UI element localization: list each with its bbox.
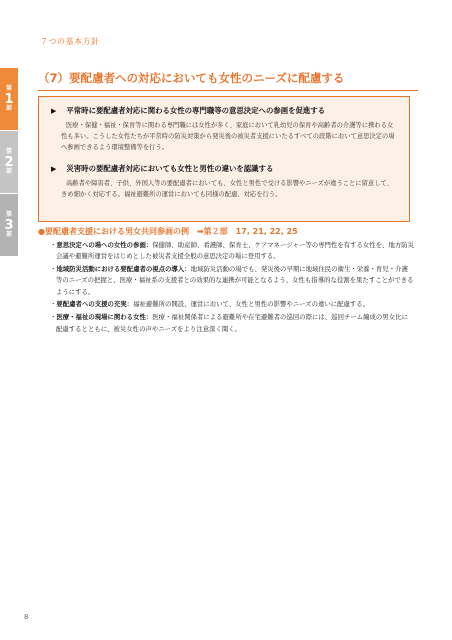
examples-title: ●要配慮者支援における男女共同参画の例 ➡第２部 17, 21, 22, 25	[38, 227, 298, 236]
side-tab-label-top: 第	[5, 148, 12, 156]
list-item: ・地域防災活動における要配慮者の視点の導入：地域防災活動の場でも、発災後の早期に地域住民の衛生・栄養・育児・介護等のニーズの把握と、医療・福祉系の支援者との効果的な連携が可能となるよう、女性も指導的な役割を果たすことができるようにする。	[50, 265, 414, 296]
examples-list	[50, 240, 414, 336]
list-item-text: 保健師、助産師、看護師、保育士、ケアマネージャー等の専門性を有する女性を、地方防災会議や避難所運営をはじめとした被災者支援全般の意思決定の場に登用する。	[56, 241, 415, 261]
triangle-marker-icon: ▶	[51, 164, 57, 173]
list-item-text: 福祉避難所の開設、運営において、女性と男性の影響やニーズの違いに配慮する。	[133, 300, 370, 309]
side-tab-label-bottom: 部	[5, 167, 12, 175]
policy-item-heading-text: 平常時に要配慮者対応に関わる女性の専門職等の意思決定への参画を促進する	[66, 106, 326, 115]
side-tab-label-bottom: 部	[5, 104, 12, 112]
side-tab-part-3[interactable]	[0, 194, 18, 256]
side-tab-label-bottom: 部	[5, 230, 12, 238]
side-tab-label-top: 第	[5, 85, 12, 93]
side-tab-part-2[interactable]	[0, 131, 18, 193]
list-item: ・要配慮者への支援の充実：福祉避難所の開設、運営において、女性と男性の影響やニーズの違いに配慮する。	[50, 300, 370, 309]
list-item-heading: 医療・福祉の現場に関わる女性：	[56, 313, 153, 322]
list-item-text: 地域防災活動の場でも、発災後の早期に地域住民の衛生・栄養・育児・介護等のニーズの把握と、医療・福祉系の支援者との効果的な連携が可能となるよう、女性も指導的な役割を果たすことができるようにする。	[56, 265, 414, 296]
list-item-heading: 意思決定への場への女性の参画：	[56, 241, 153, 249]
policy-box	[38, 96, 410, 222]
policy-item-heading	[51, 105, 399, 116]
policy-item-heading-text: 災害時の要配慮者対応においても女性と男性の違いを認識する	[66, 164, 274, 173]
side-tab-number: 2	[4, 154, 14, 170]
section-label: ７つの基本方針	[40, 37, 100, 46]
page-number: 8	[24, 613, 29, 621]
side-tab-part-1[interactable]	[0, 68, 18, 130]
list-item-heading: 要配慮者への支援の充実：	[56, 300, 134, 309]
side-tab-label-top: 第	[5, 211, 12, 219]
policy-item-body: 医療・保健・福祉・保育等に関わる専門職には女性が多く、家庭において乳幼児の保育や高齢者の介護等に携わる女性も多い。こうした女性たちが平常時の防災対策から発災後の被災者支援にいたるすべての段階において意思決定の場へ参画できるよう環境整備等を行う。	[61, 122, 395, 151]
page-title: （7）要配慮者への対応においても女性のニーズに配慮する	[38, 70, 418, 91]
policy-item-heading	[51, 163, 399, 174]
triangle-marker-icon: ▶	[51, 106, 57, 115]
list-item: ・医療・福祉の現場に関わる女性：医療・福祉関係者による避難所や在宅避難者の巡回の際には、巡回チーム編成の男女比に配慮するとともに、被災女性の声やニーズをより注意深く聞く。	[50, 313, 408, 333]
side-tab-number: 1	[4, 91, 14, 107]
list-item-text: 医療・福祉関係者による避難所や在宅避難者の巡回の際には、巡回チーム編成の男女比に配慮するとともに、被災女性の声やニーズをより注意深く聞く。	[56, 313, 408, 333]
list-item-heading: 地域防災活動における要配慮者の視点の導入：	[56, 265, 191, 274]
side-tab-number: 3	[4, 217, 14, 233]
list-item: ・意思決定への場への女性の参画：保健師、助産師、看護師、保育士、ケアマネージャー等の専門性を有する女性を、地方防災会議や避難所運営をはじめとした被災者支援全般の意思決定の場に登用する。	[50, 241, 415, 261]
policy-item-body: 高齢者や障害者、子供、外国人等の要配慮者においても、女性と男性で受ける影響やニーズが違うことに留意して、きめ細かく対応する。福祉避難所の運営においても同様の配慮、対応を行う。	[61, 180, 393, 198]
